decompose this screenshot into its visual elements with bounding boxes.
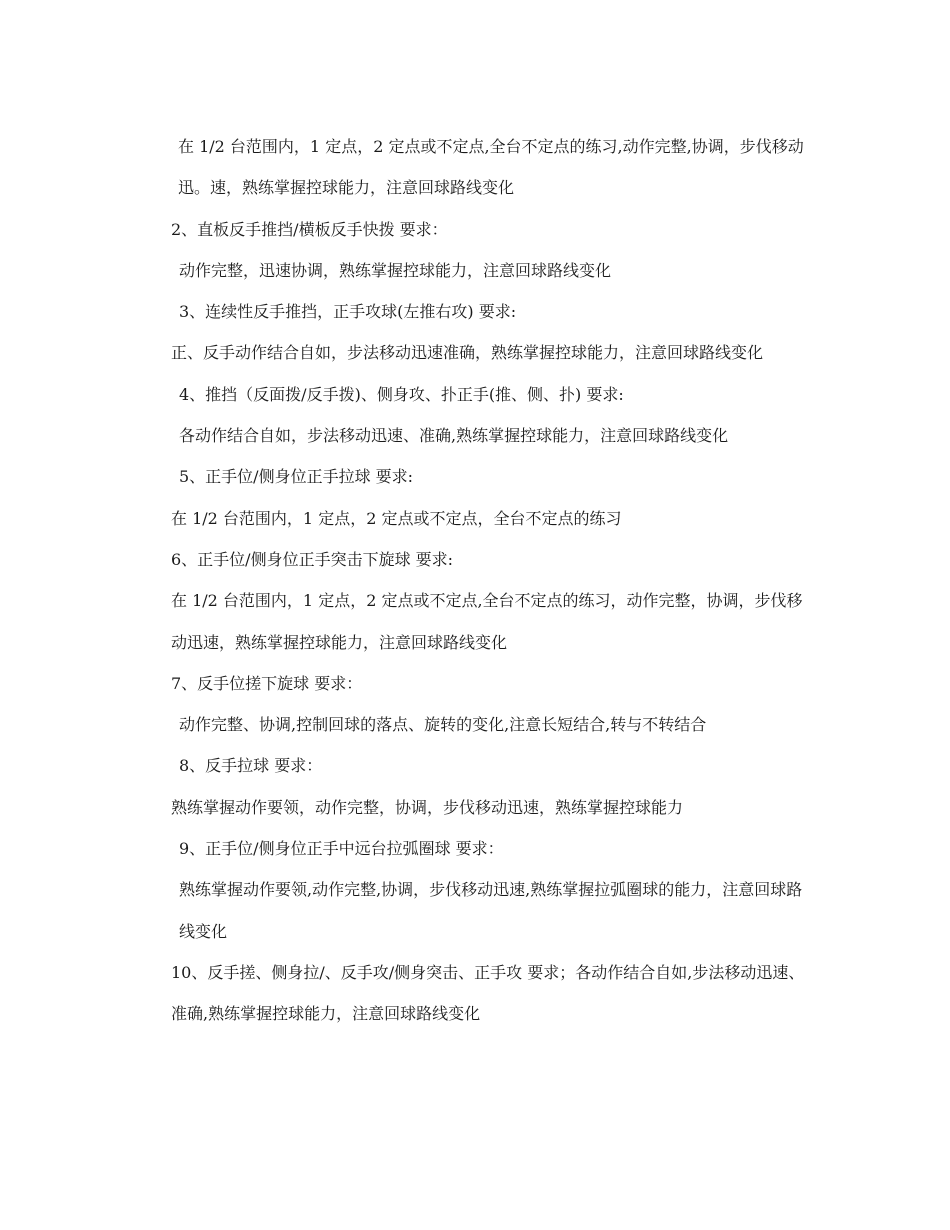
paragraph: 动作完整，迅速协调，熟练掌握控球能力，注意回球路线变化 — [179, 260, 612, 280]
list-heading: 3、连续性反手推挡，正手攻球(左推右攻) 要求: — [179, 302, 517, 322]
document-body — [141, 126, 811, 1035]
paragraph: 在 1/2 台范围内，1 定点，2 定点或不定点，全台不定点的练习 — [171, 508, 622, 528]
list-heading: 8、反手拉球 要求： — [179, 756, 323, 776]
list-heading: 9、正手位/侧身位正手中远台拉弧圈球 要求： — [179, 839, 504, 859]
paragraph: 正、反手动作结合自如，步法移动迅速准确，熟练掌握控球能力，注意回球路线变化 — [171, 343, 764, 363]
paragraph: 熟练掌握动作要领，动作完整，协调，步伐移动迅速，熟练掌握控球能力 — [171, 797, 684, 817]
paragraph: 熟练掌握动作要领,动作完整,协调，步伐移动迅速,熟练掌握拉弧圈球的能力，注意回球路线变化 — [179, 880, 803, 941]
list-heading: 4、推挡（反面拨/反手拨)、侧身攻、扑正手(推、侧、扑) 要求: — [179, 384, 624, 404]
list-heading: 2、直板反手推挡/横板反手快拨 要求： — [171, 219, 448, 239]
list-heading: 5、正手位/侧身位正手拉球 要求: — [179, 467, 414, 487]
paragraph: 在 1/2 台范围内，1 定点，2 定点或不定点,全台不定点的练习,动作完整,协调，步伐移动迅。速，熟练掌握控球能力，注意回球路线变化 — [178, 137, 804, 198]
paragraph: 各动作结合自如，步法移动迅速、准确,熟练掌握控球能力，注意回球路线变化 — [179, 426, 729, 446]
paragraph: 10、反手搓、侧身拉/、反手攻/侧身突击、正手攻 要求；各动作结合自如,步法移动迅速、准确,熟练掌握控球能力，注意回球路线变化 — [171, 962, 805, 1024]
paragraph: 在 1/2 台范围内，1 定点，2 定点或不定点,全台不定点的练习，动作完整，协调，步伐移动迅速，熟练掌握控球能力，注意回球路线变化 — [171, 591, 803, 652]
list-heading: 6、正手位/侧身位正手突击下旋球 要求: — [171, 549, 454, 569]
list-heading: 7、反手位搓下旋球 要求： — [171, 673, 363, 693]
paragraph: 动作完整、协调,控制回球的落点、旋转的变化,注意长短结合,转与不转结合 — [179, 715, 707, 735]
